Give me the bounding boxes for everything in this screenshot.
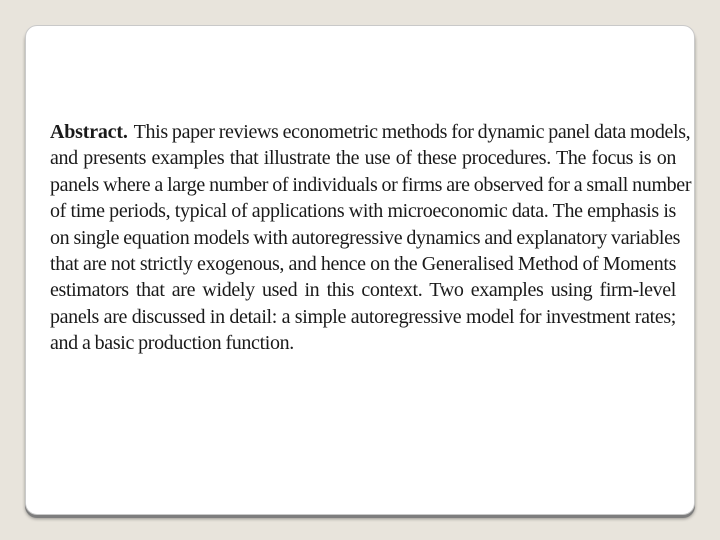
abstract-line-7: estimators that are widely used in this context. Two examples using firm-level <box>50 279 676 302</box>
abstract-line-8: panels are discussed in detail: a simple autoregressive model for investment rates; <box>50 305 676 328</box>
abstract-line-6: that are not strictly exogenous, and hence on the Generalised Method of Moments <box>50 252 676 275</box>
abstract-line-4: of time periods, typical of applications with microeconomic data. The emphasis is <box>50 200 676 223</box>
abstract-line-2: and presents examples that illustrate the use of these procedures. The focus is on <box>50 147 676 170</box>
abstract-line-1 <box>50 119 691 145</box>
abstract-line-3: panels where a large number of individuals or firms are observed for a small number <box>50 173 692 196</box>
abstract-paragraph <box>50 119 692 357</box>
abstract-line-5: on single equation models with autoregressive dynamics and explanatory variables <box>50 226 681 249</box>
abstract-heading: Abstract. <box>50 121 128 143</box>
abstract-line-9: and a basic production function. <box>50 332 294 355</box>
abstract-line-text: This paper reviews econometric methods for dynamic panel data models, <box>133 121 691 143</box>
